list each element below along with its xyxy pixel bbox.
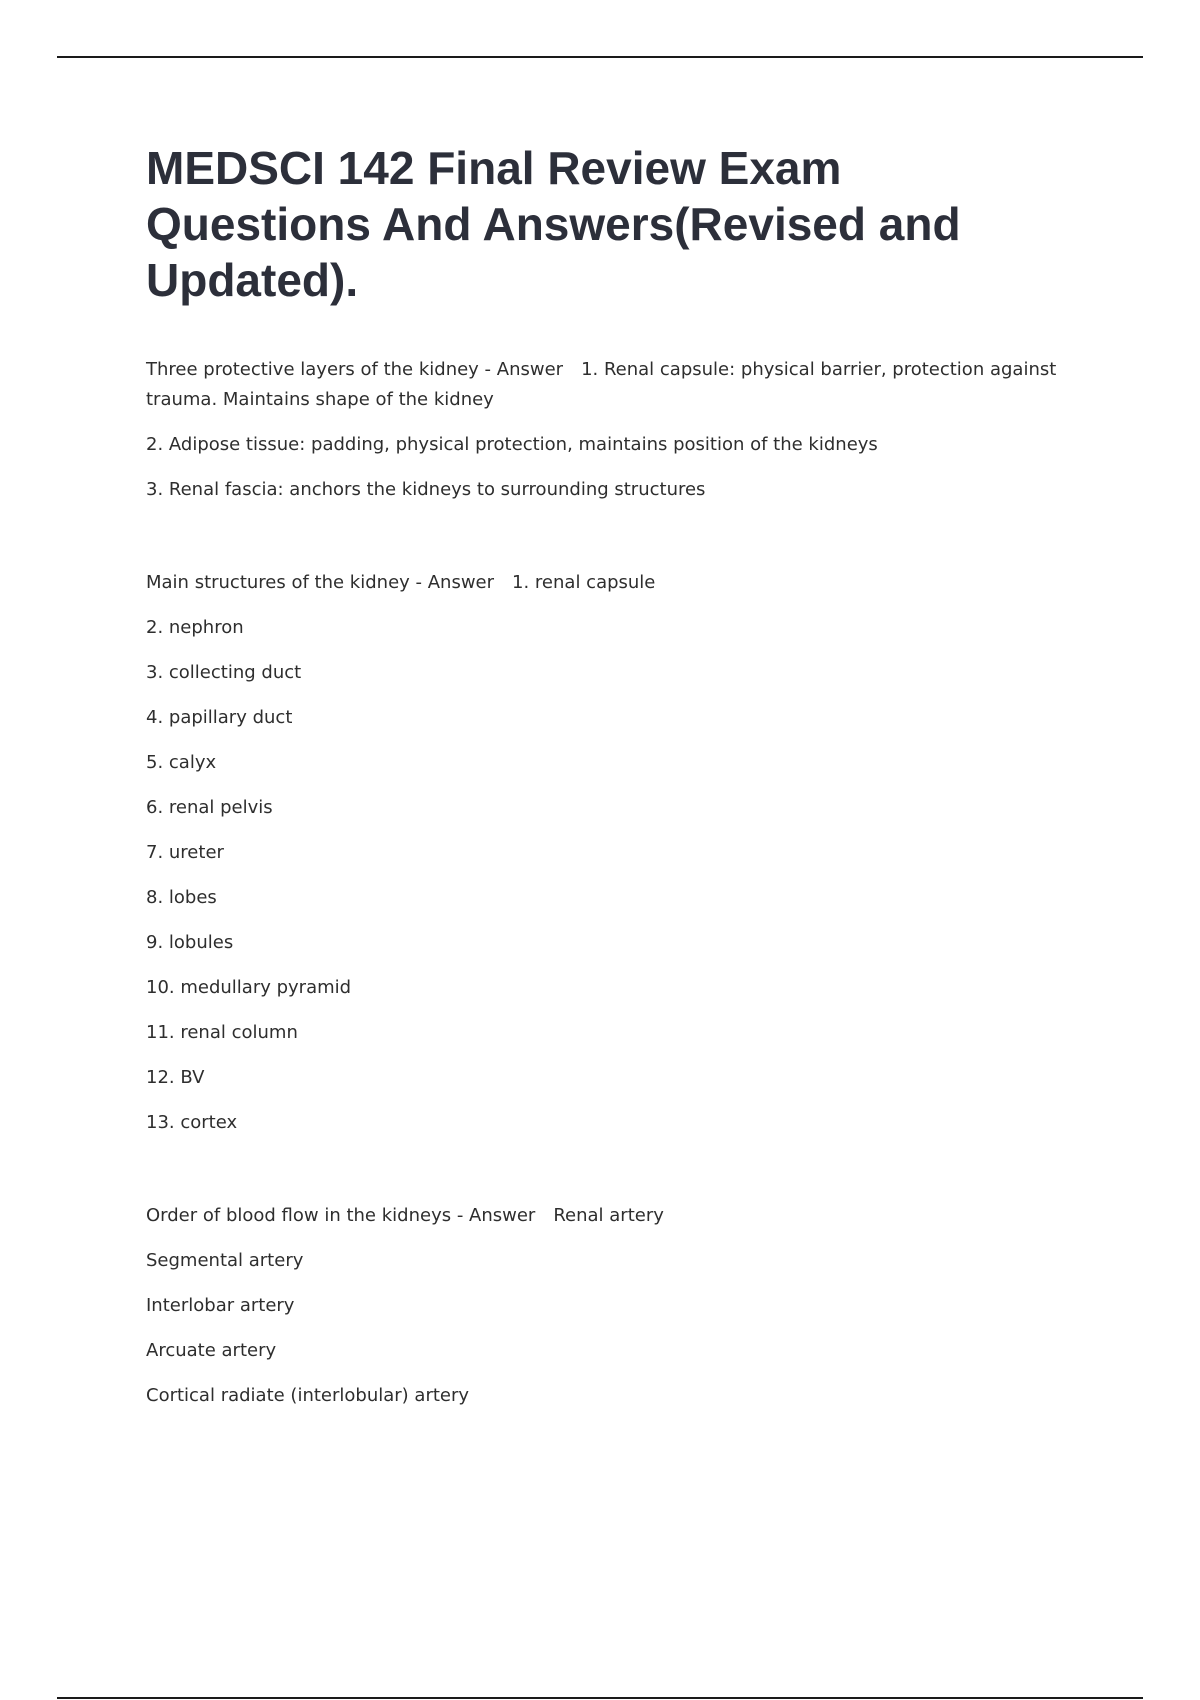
answer-line: 9. lobules (146, 932, 234, 953)
qa-section-blood-flow (146, 1201, 1076, 1411)
answer-line: 7. ureter (146, 842, 224, 863)
top-rule (57, 56, 1143, 58)
question-text: Order of blood flow in the kidneys - Answer (146, 1205, 536, 1226)
document-title: MEDSCI 142 Final Review Exam Questions And Answers(Revised and Updated). (146, 142, 961, 306)
answer-line: 2. nephron (146, 617, 244, 638)
answer-line: 3. collecting duct (146, 662, 302, 683)
answer-line: Cortical radiate (interlobular) artery (146, 1385, 470, 1406)
answer-text: 1. renal capsule (512, 572, 656, 593)
answer-line: 11. renal column (146, 1022, 298, 1043)
answer-line: 3. Renal fascia: anchors the kidneys to surrounding structures (146, 479, 706, 500)
answer-line: Arcuate artery (146, 1340, 277, 1361)
answer-text: Renal artery (553, 1205, 664, 1226)
qa-first-line (146, 1201, 1076, 1231)
answer-line: 2. Adipose tissue: padding, physical protection, maintains position of the kidneys (146, 434, 878, 455)
qa-first-line (146, 568, 1076, 598)
question-text: Main structures of the kidney - Answer (146, 572, 495, 593)
question-text: Three protective layers of the kidney - Answer (146, 359, 564, 380)
answer-line: Segmental artery (146, 1250, 304, 1271)
bottom-rule (57, 1697, 1143, 1699)
qa-section-main-structures (146, 568, 1076, 1138)
qa-first-line (146, 355, 1076, 415)
answer-line: 12. BV (146, 1067, 205, 1088)
answer-line: 6. renal pelvis (146, 797, 273, 818)
answer-line: 10. medullary pyramid (146, 977, 352, 998)
answer-line: 4. papillary duct (146, 707, 293, 728)
qa-section-protective-layers (146, 355, 1076, 505)
answer-line: 8. lobes (146, 887, 217, 908)
document-page (146, 140, 1076, 1426)
answer-line: 5. calyx (146, 752, 217, 773)
answer-text: 1. Renal capsule: physical barrier, protection against trauma. Maintains shape of the kidney (146, 359, 1057, 410)
answer-line: 13. cortex (146, 1112, 238, 1133)
answer-line: Interlobar artery (146, 1295, 295, 1316)
